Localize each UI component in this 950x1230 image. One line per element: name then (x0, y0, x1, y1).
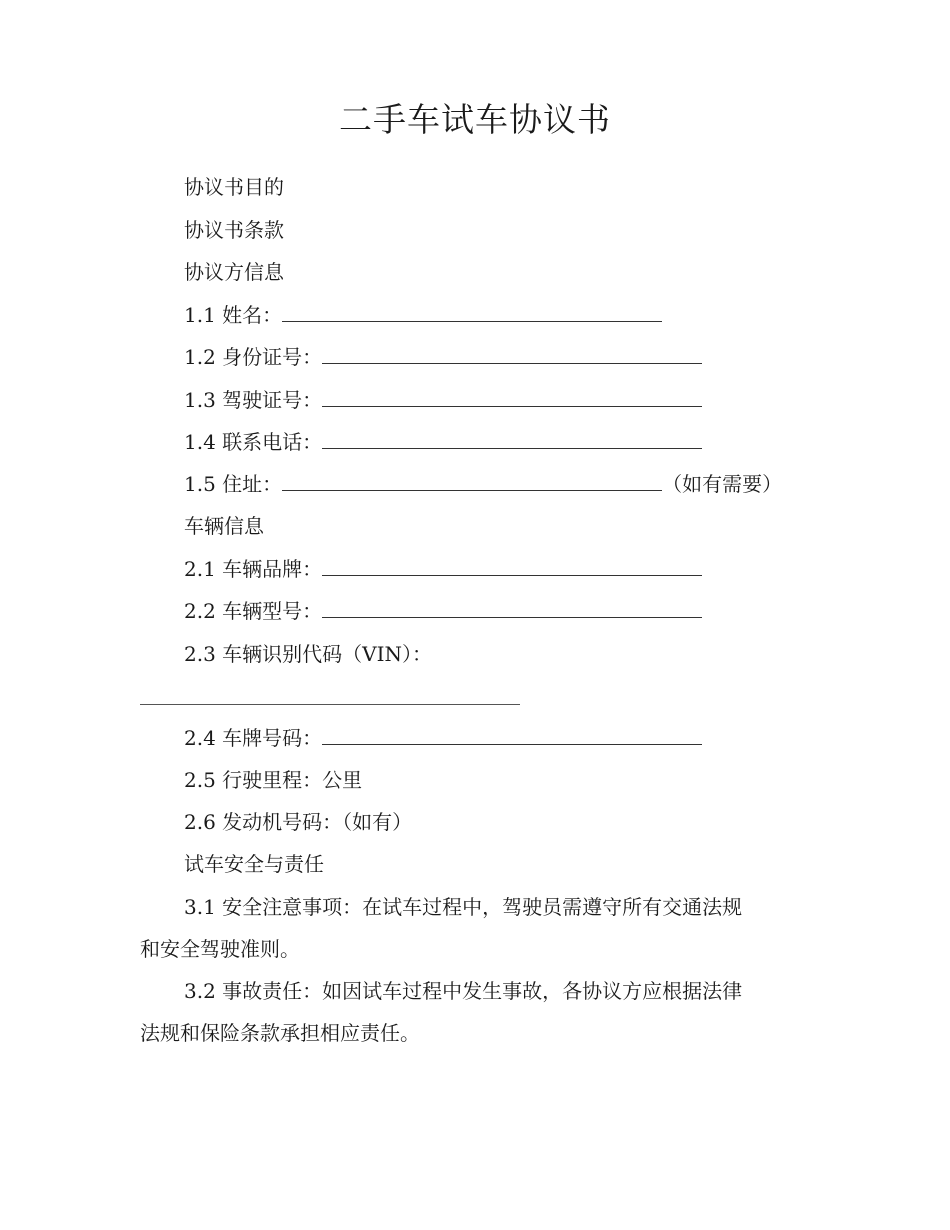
name-blank[interactable] (282, 301, 662, 322)
field-label: 1.2 身份证号： (184, 345, 323, 369)
heading-safety: 试车安全与责任 (184, 852, 324, 876)
field-name (184, 300, 662, 330)
field-license-number (184, 385, 702, 415)
field-vin (184, 639, 432, 669)
phone-blank[interactable] (322, 428, 702, 449)
field-brand (184, 554, 702, 584)
field-mileage: 2.5 行驶里程：公里 (184, 768, 363, 792)
field-label: 1.3 驾驶证号： (184, 388, 323, 412)
field-label: 2.4 车牌号码： (184, 726, 323, 750)
field-label: 1.1 姓名： (184, 303, 283, 327)
heading-parties: 协议方信息 (184, 260, 284, 284)
plate-blank[interactable] (322, 724, 702, 745)
field-address (184, 469, 782, 499)
heading-vehicle: 车辆信息 (184, 514, 264, 538)
model-blank[interactable] (322, 597, 702, 618)
heading-purpose: 协议书目的 (184, 175, 284, 199)
vin-blank[interactable] (140, 704, 520, 705)
brand-blank[interactable] (322, 555, 702, 576)
heading-terms: 协议书条款 (184, 218, 284, 242)
clause-3-2-line1: 3.2 事故责任：如因试车过程中发生事故，各协议方应根据法律 (184, 979, 743, 1003)
field-label: 1.4 联系电话： (184, 430, 323, 454)
clause-3-1-line1: 3.1 安全注意事项：在试车过程中，驾驶员需遵守所有交通法规 (184, 895, 743, 919)
field-suffix: （如有需要） (662, 472, 783, 496)
field-label: 2.1 车辆品牌： (184, 557, 323, 581)
address-blank[interactable] (282, 470, 662, 491)
field-engine-number: 2.6 发动机号码：（如有） (184, 810, 413, 834)
field-id-number (184, 342, 702, 372)
field-label: 2.3 车辆识别代码（VIN）： (184, 642, 433, 666)
id-number-blank[interactable] (322, 343, 702, 364)
field-label: 2.2 车辆型号： (184, 599, 323, 623)
field-label: 1.5 住址： (184, 472, 283, 496)
clause-3-1-line2: 和安全驾驶准则。 (140, 937, 300, 961)
field-plate (184, 723, 702, 753)
license-number-blank[interactable] (322, 386, 702, 407)
document-title: 二手车试车协议书 (339, 100, 611, 139)
field-model (184, 596, 702, 626)
clause-3-2-line2: 法规和保险条款承担相应责任。 (140, 1021, 420, 1045)
field-phone (184, 427, 702, 457)
